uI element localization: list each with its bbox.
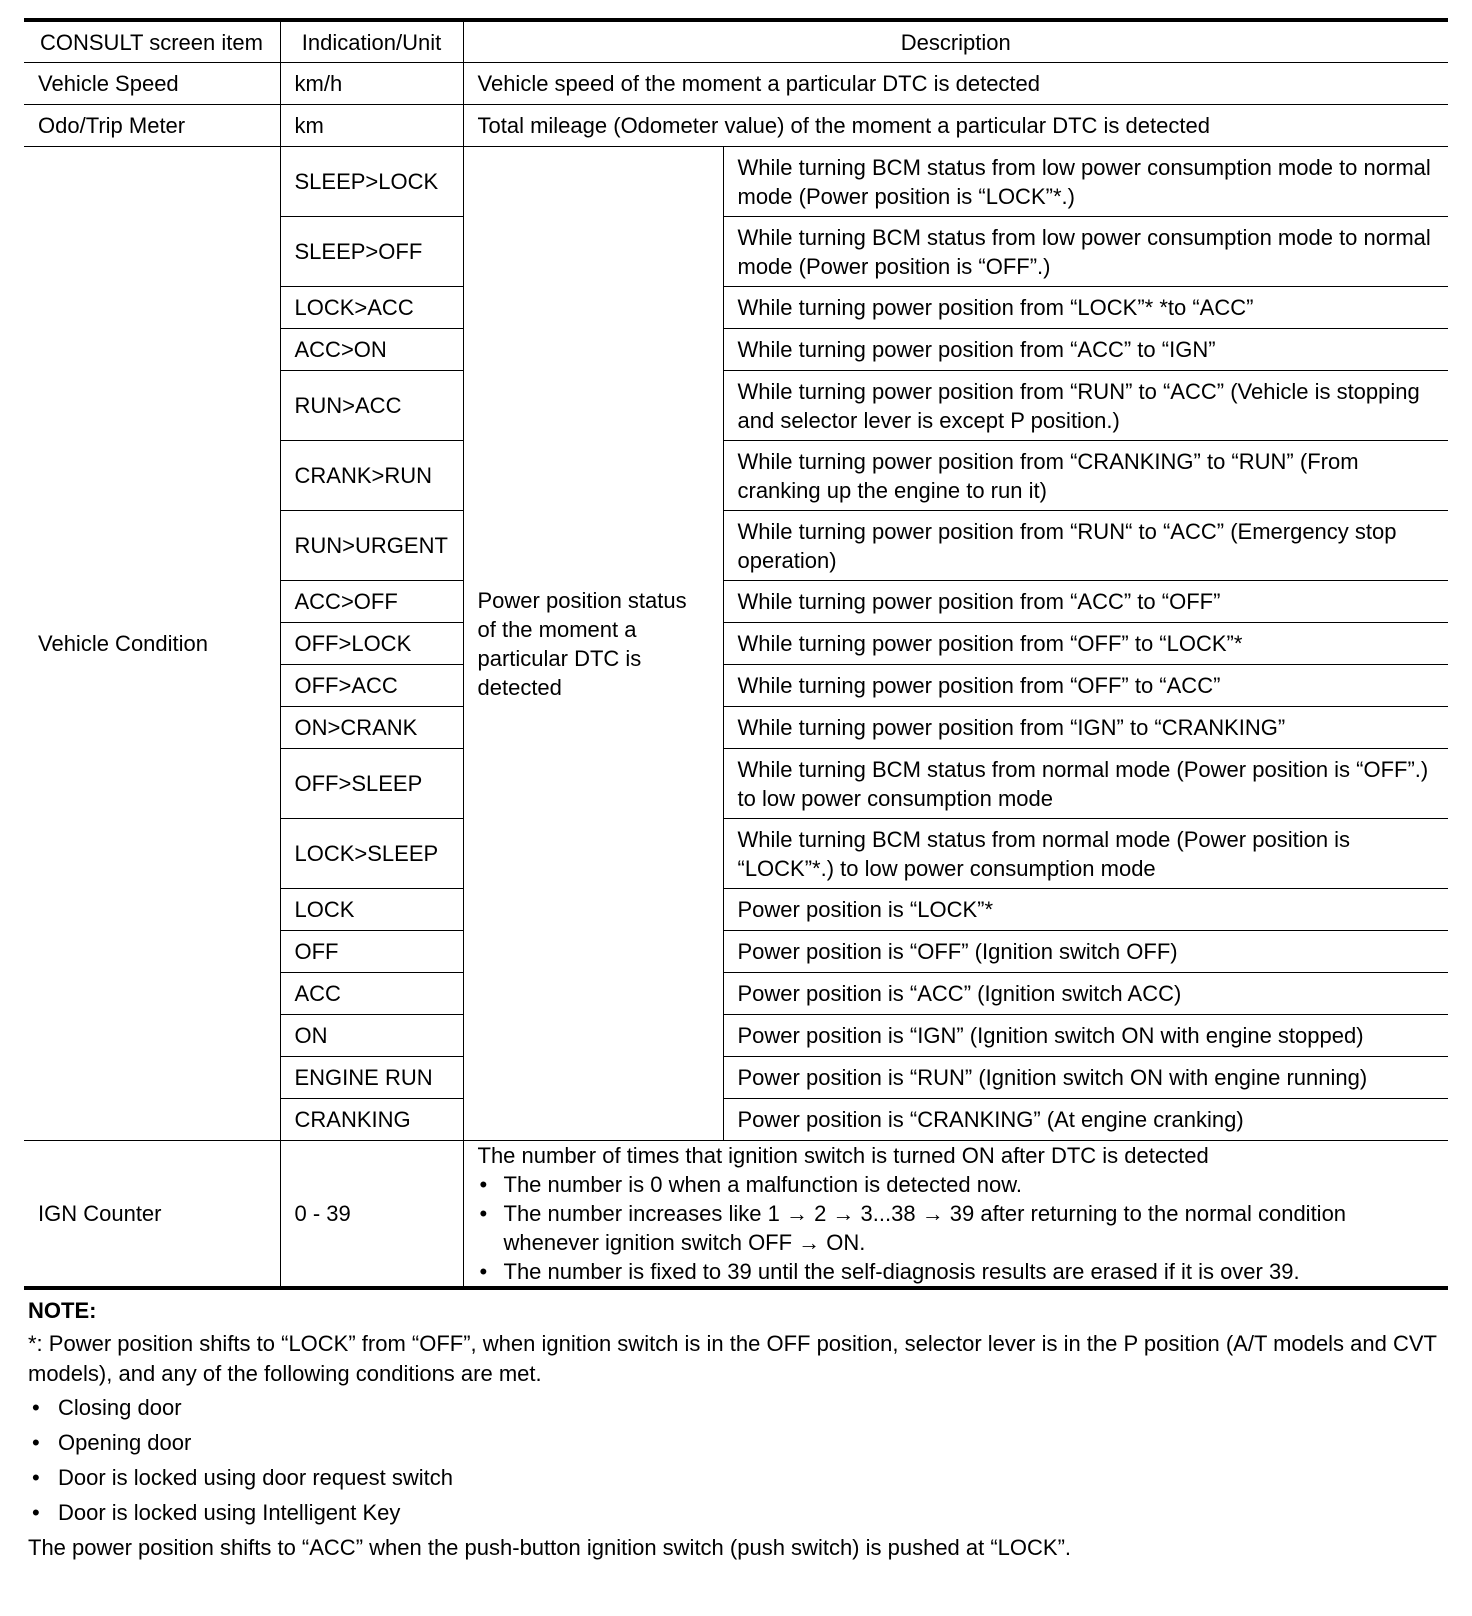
unit-cell: CRANK>RUN xyxy=(280,441,463,511)
unit-cell: CRANKING xyxy=(280,1099,463,1141)
unit-cell: OFF>ACC xyxy=(280,665,463,707)
unit-cell: OFF xyxy=(280,931,463,973)
table-row xyxy=(24,147,1448,217)
note-section xyxy=(24,1290,1448,1563)
note-list-item-text: Door is locked using door request switch xyxy=(58,1465,453,1490)
unit-cell: RUN>URGENT xyxy=(280,511,463,581)
description-cell: Power position is “IGN” (Ignition switch ON with engine stopped) xyxy=(723,1015,1448,1057)
description-cell: While turning power position from “RUN“ to “ACC” (Emergency stop operation) xyxy=(723,511,1448,581)
unit-cell: LOCK xyxy=(280,889,463,931)
description-cell: Power position is “OFF” (Ignition switch OFF) xyxy=(723,931,1448,973)
item-cell: IGN Counter xyxy=(24,1141,280,1289)
list-item-text: The number increases like 1 → 2 → 3...38 → 39 after returning to the normal condition whenever ignition switch OFF → ON. xyxy=(503,1201,1347,1255)
description-cell: While turning power position from “CRANKING” to “RUN” (From cranking up the engine to run it) xyxy=(723,441,1448,511)
description-cell: While turning power position from “ACC” to “IGN” xyxy=(723,329,1448,371)
list-item xyxy=(478,1257,1435,1286)
note-list-item-text: Door is locked using Intelligent Key xyxy=(58,1500,401,1525)
bullet-icon: • xyxy=(479,1172,488,1197)
unit-cell: ON>CRANK xyxy=(280,707,463,749)
unit-cell: ACC xyxy=(280,973,463,1015)
table-row xyxy=(24,105,1448,147)
description-cell: While turning power position from “ACC” to “OFF” xyxy=(723,581,1448,623)
unit-cell: RUN>ACC xyxy=(280,371,463,441)
note-title: NOTE: xyxy=(28,1298,97,1323)
description-cell: While turning power position from “RUN” to “ACC” (Vehicle is stopping and selector lever is except P position.) xyxy=(723,371,1448,441)
description-cell: While turning power position from “OFF” to “ACC” xyxy=(723,665,1448,707)
table-header-row xyxy=(24,20,1448,63)
unit-cell: ACC>ON xyxy=(280,329,463,371)
unit-cell: 0 - 39 xyxy=(280,1141,463,1289)
note-list-item xyxy=(28,1428,1444,1458)
unit-cell: SLEEP>OFF xyxy=(280,217,463,287)
description-cell: Power position is “CRANKING” (At engine cranking) xyxy=(723,1099,1448,1141)
header-screen-item: CONSULT screen item xyxy=(24,20,280,63)
note-list-item-text: Closing door xyxy=(58,1395,182,1420)
bullet-icon: • xyxy=(32,1465,40,1490)
unit-cell: ACC>OFF xyxy=(280,581,463,623)
description-cell: Power position is “LOCK”* xyxy=(723,889,1448,931)
bullet-icon: • xyxy=(32,1395,40,1420)
power-position-summary-cell: Power position status of the moment a particular DTC is detected xyxy=(463,147,723,1141)
vehicle-condition-item-cell: Vehicle Condition xyxy=(24,147,280,1141)
header-description: Description xyxy=(463,20,1448,63)
description-cell: Power position is “RUN” (Ignition switch ON with engine running) xyxy=(723,1057,1448,1099)
description-cell: Power position is “ACC” (Ignition switch ACC) xyxy=(723,973,1448,1015)
table-row-ign-counter xyxy=(24,1141,1448,1289)
unit-cell: km/h xyxy=(280,63,463,105)
description-cell: Vehicle speed of the moment a particular DTC is detected xyxy=(463,63,1448,105)
unit-cell: ENGINE RUN xyxy=(280,1057,463,1099)
list-item xyxy=(478,1170,1435,1199)
unit-cell: OFF>SLEEP xyxy=(280,749,463,819)
description-cell: While turning power position from “LOCK”* *to “ACC” xyxy=(723,287,1448,329)
unit-cell: ON xyxy=(280,1015,463,1057)
note-list-item xyxy=(28,1463,1444,1493)
note-footer: The power position shifts to “ACC” when the push-button ignition switch (push switch) is pushed at “LOCK”. xyxy=(28,1535,1072,1560)
note-list-item xyxy=(28,1498,1444,1528)
consult-data-table xyxy=(24,18,1448,1290)
header-indication-unit: Indication/Unit xyxy=(280,20,463,63)
description-cell: While turning BCM status from low power consumption mode to normal mode (Power position is “LOCK”*.) xyxy=(723,147,1448,217)
unit-cell: SLEEP>LOCK xyxy=(280,147,463,217)
description-cell: While turning BCM status from low power consumption mode to normal mode (Power position is “OFF”.) xyxy=(723,217,1448,287)
ign-counter-intro: The number of times that ignition switch is turned ON after DTC is detected xyxy=(477,1143,1209,1168)
table-row xyxy=(24,63,1448,105)
bullet-icon: • xyxy=(479,1201,488,1226)
unit-cell: OFF>LOCK xyxy=(280,623,463,665)
description-cell: Total mileage (Odometer value) of the moment a particular DTC is detected xyxy=(463,105,1448,147)
note-list-item-text: Opening door xyxy=(58,1430,192,1455)
ign-counter-description-cell xyxy=(463,1141,1448,1289)
note-list-item xyxy=(28,1393,1444,1423)
description-cell: While turning power position from “OFF” to “LOCK”* xyxy=(723,623,1448,665)
description-cell: While turning BCM status from normal mode (Power position is “LOCK”*.) to low power consumption mode xyxy=(723,819,1448,889)
unit-cell: km xyxy=(280,105,463,147)
description-cell: While turning power position from “IGN” to “CRANKING” xyxy=(723,707,1448,749)
list-item-text: The number is fixed to 39 until the self-diagnosis results are erased if it is over 39. xyxy=(503,1259,1300,1284)
bullet-icon: • xyxy=(32,1430,40,1455)
description-cell: While turning BCM status from normal mode (Power position is “OFF”.) to low power consumption mode xyxy=(723,749,1448,819)
list-item-text: The number is 0 when a malfunction is detected now. xyxy=(503,1172,1023,1197)
item-cell: Vehicle Speed xyxy=(24,63,280,105)
bullet-icon: • xyxy=(32,1500,40,1525)
bullet-icon: • xyxy=(479,1259,488,1284)
unit-cell: LOCK>ACC xyxy=(280,287,463,329)
unit-cell: LOCK>SLEEP xyxy=(280,819,463,889)
note-paragraph: *: Power position shifts to “LOCK” from “OFF”, when ignition switch is in the OFF position, selector lever is in the P position (A/T models and CVT models), and any of the following conditions are met. xyxy=(28,1331,1437,1386)
item-cell: Odo/Trip Meter xyxy=(24,105,280,147)
list-item xyxy=(478,1199,1435,1257)
